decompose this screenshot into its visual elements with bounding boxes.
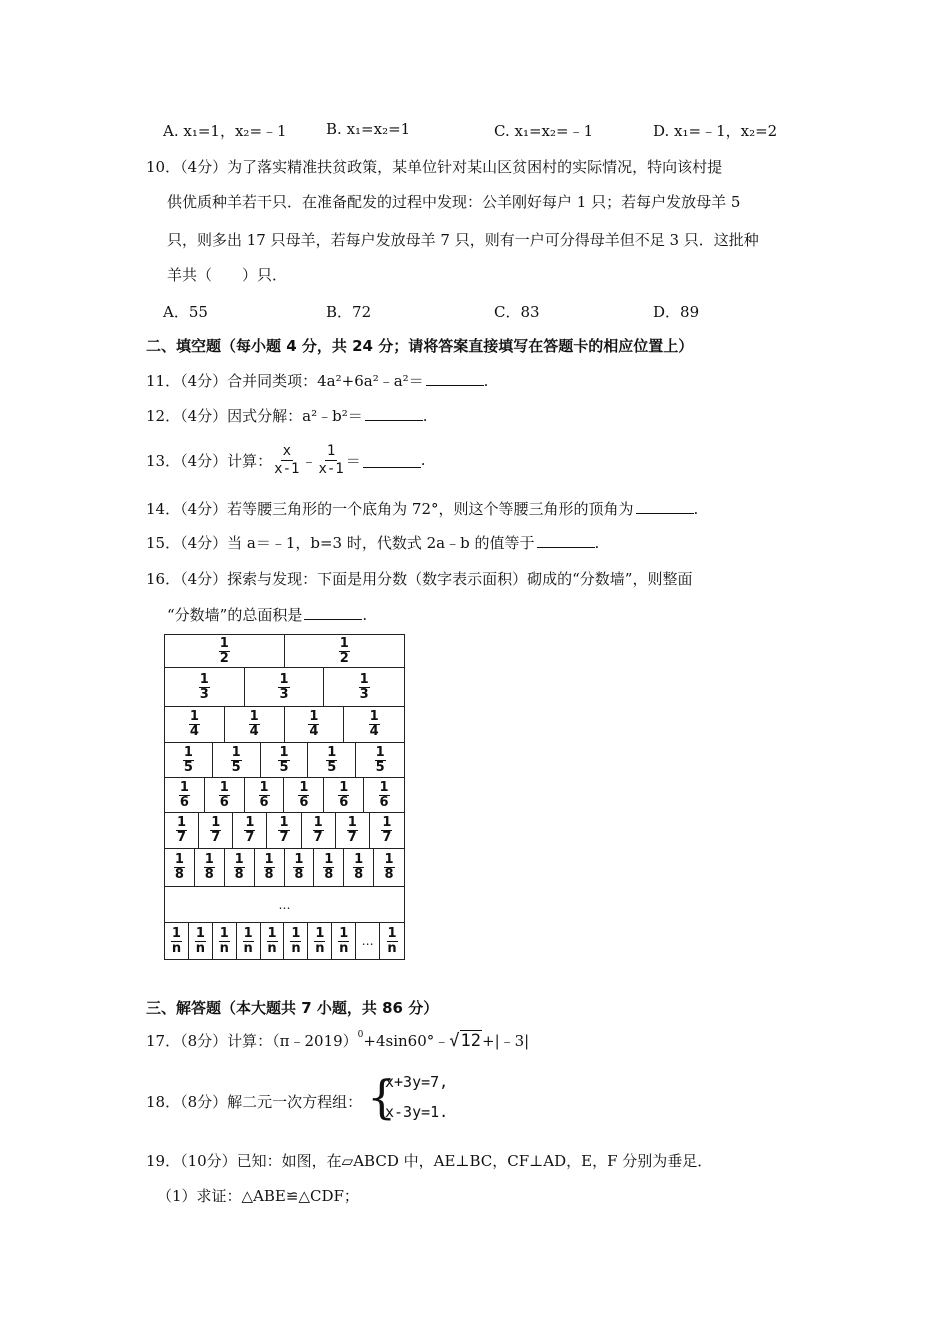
q15-answer-blank[interactable] (537, 533, 595, 548)
fraction-wall-row-4 (165, 707, 404, 743)
fraction-cell: 1 6 (324, 778, 364, 812)
q16-line-2: “分数墙”的总面积是 . (167, 606, 368, 624)
q15: 15．（4分）当 a＝﹣1，b=3 时，代数式 2a﹣b 的值等于 . (146, 534, 600, 552)
q18-eq-2: x-3y=1. (385, 1103, 449, 1121)
q10-line-1: 10．（4分）为了落实精准扶贫政策，某单位针对某山区贫困村的实际情况，特向该村提 (146, 158, 723, 176)
q19-sub-1: （1）求证：△ABE≌△CDF； (157, 1187, 359, 1205)
fraction-cell: 1 8 (285, 849, 315, 886)
q17-sqrt: √12 (449, 1030, 481, 1051)
fraction-cell: 1 5 (165, 743, 213, 777)
fraction-cell: 1 n (285, 923, 309, 959)
section-3-title: 三、解答题（本大题共 7 小题，共 86 分） (146, 999, 439, 1017)
fraction-cell: 1 7 (267, 813, 301, 848)
fraction-cell: 1 3 (359, 671, 369, 702)
fraction-cell: 1 8 (225, 849, 255, 886)
fraction-wall-row-7 (165, 813, 404, 849)
fraction-cell: 1 n (213, 923, 237, 959)
fraction-cell: 1 7 (165, 813, 199, 848)
q11-answer-blank[interactable] (426, 371, 484, 386)
q17: 17．（8分）计算：（π﹣2019） $^0$ +4sin60°﹣ √12 +|﹣3| (146, 1029, 530, 1051)
fraction-cell: 1 n (165, 923, 189, 959)
q10-option-c: C．83 (494, 303, 540, 321)
fraction-cell: 1 6 (285, 778, 325, 812)
q11: 11．（4分）合并同类项：4a²+6a²﹣a²＝ . (146, 372, 489, 390)
q13-fraction-2: $\frac{1}{x-1}$ (318, 442, 344, 477)
q16-line-1: 16．（4分）探索与发现：下面是用分数（数字表示面积）砌成的“分数墙”，则整面 (146, 570, 693, 588)
fraction-cell: 1 8 (255, 849, 285, 886)
q10-option-b: B．72 (326, 303, 372, 321)
fraction-wall-row-5 (165, 743, 404, 778)
fraction-cell: 1 7 (302, 813, 336, 848)
fraction-cell: 1 5 (261, 743, 309, 777)
fraction-cell: 1 6 (245, 778, 285, 812)
q18-brace: { (367, 1070, 397, 1124)
fraction-cell: 1 5 (375, 744, 385, 775)
fraction-cell: 1 2 (339, 635, 349, 666)
fraction-cell: 1 8 (344, 849, 374, 886)
fraction-cell: 1 3 (165, 668, 245, 706)
ellipsis: … (356, 923, 380, 959)
q9-option-c: C. x₁=x₂=﹣1 (494, 122, 594, 140)
fraction-cell: 1 n (261, 923, 285, 959)
fraction-cell: 1 n (237, 923, 261, 959)
q9-option-b: B. x₁=x₂=1 (326, 120, 411, 138)
fraction-wall-row-ellipsis (165, 887, 404, 923)
fraction-cell: 1 2 (165, 635, 285, 667)
fraction-wall (164, 634, 405, 960)
ellipsis: … (278, 897, 291, 912)
q19-line-1: 19．（10分）已知：如图，在▱ABCD 中，AE⊥BC，CF⊥AD，E，F 分别为垂足． (146, 1152, 713, 1170)
q13-answer-blank[interactable] (363, 453, 421, 468)
q18-eq-1: x+3y=7, (385, 1073, 449, 1091)
fraction-cell: 1 n (332, 923, 356, 959)
fraction-cell: 1 4 (369, 709, 379, 739)
q10-option-a: A．55 (163, 303, 208, 321)
q18-prefix: 18．（8分）解二元一次方程组： (146, 1093, 363, 1111)
fraction-cell: 1 8 (314, 849, 344, 886)
fraction-cell: 1 4 (165, 707, 225, 742)
fraction-cell: 1 6 (205, 778, 245, 812)
fraction-cell: 1 7 (336, 813, 370, 848)
q9-option-a: A. x₁=1，x₂=﹣1 (163, 122, 287, 140)
fraction-cell: 1 7 (382, 815, 392, 845)
fraction-cell: 1 n (387, 925, 397, 956)
section-2-title: 二、填空题（每小题 4 分，共 24 分；请将答案直接填写在答题卡的相应位置上） (146, 337, 694, 355)
q14: 14．（4分）若等腰三角形的一个底角为 72°，则这个等腰三角形的顶角为 . (146, 500, 699, 518)
fraction-cell: 1 n (189, 923, 213, 959)
fraction-wall-row-2 (165, 635, 404, 668)
q14-answer-blank[interactable] (636, 499, 694, 514)
fraction-wall-row-6 (165, 778, 404, 813)
q10-option-d: D．89 (653, 303, 700, 321)
q13: 13．（4分）计算： $\frac{x}{x-1}$ ﹣ $\frac{1}{x-1}$ ＝ . (146, 442, 426, 477)
fraction-cell: 1 8 (195, 849, 225, 886)
fraction-cell: 1 7 (233, 813, 267, 848)
q12: 12．（4分）因式分解：a²﹣b²＝ . (146, 407, 428, 425)
fraction-wall-row-n (165, 923, 404, 959)
fraction-cell: 1 n (308, 923, 332, 959)
q16-answer-blank[interactable] (304, 605, 362, 620)
fraction-cell: 1 3 (245, 668, 325, 706)
fraction-cell: 1 4 (285, 707, 345, 742)
q10-line-2: 供优质种羊若干只．在准备配发的过程中发现：公羊刚好每户 1 只；若每户发放母羊 5 (167, 193, 741, 211)
fraction-cell: 1 5 (308, 743, 356, 777)
fraction-cell: 1 8 (165, 849, 195, 886)
fraction-cell: 1 7 (199, 813, 233, 848)
q12-answer-blank[interactable] (365, 406, 423, 421)
q9-option-d: D. x₁=﹣1，x₂=2 (653, 122, 778, 140)
fraction-cell: 1 4 (225, 707, 285, 742)
fraction-cell: 1 6 (379, 779, 389, 810)
fraction-cell: 1 5 (213, 743, 261, 777)
q10-line-3: 只，则多出 17 只母羊，若每户发放母羊 7 只，则有一户可分得母羊但不足 3 只．这批种 (167, 231, 759, 249)
q13-fraction-1: $\frac{x}{x-1}$ (274, 442, 300, 477)
fraction-wall-row-3 (165, 668, 404, 707)
fraction-cell: 1 8 (384, 852, 394, 882)
fraction-wall-row-8 (165, 849, 404, 887)
fraction-cell: 1 6 (165, 778, 205, 812)
q10-line-4: 羊共（ ）只． (167, 266, 288, 284)
